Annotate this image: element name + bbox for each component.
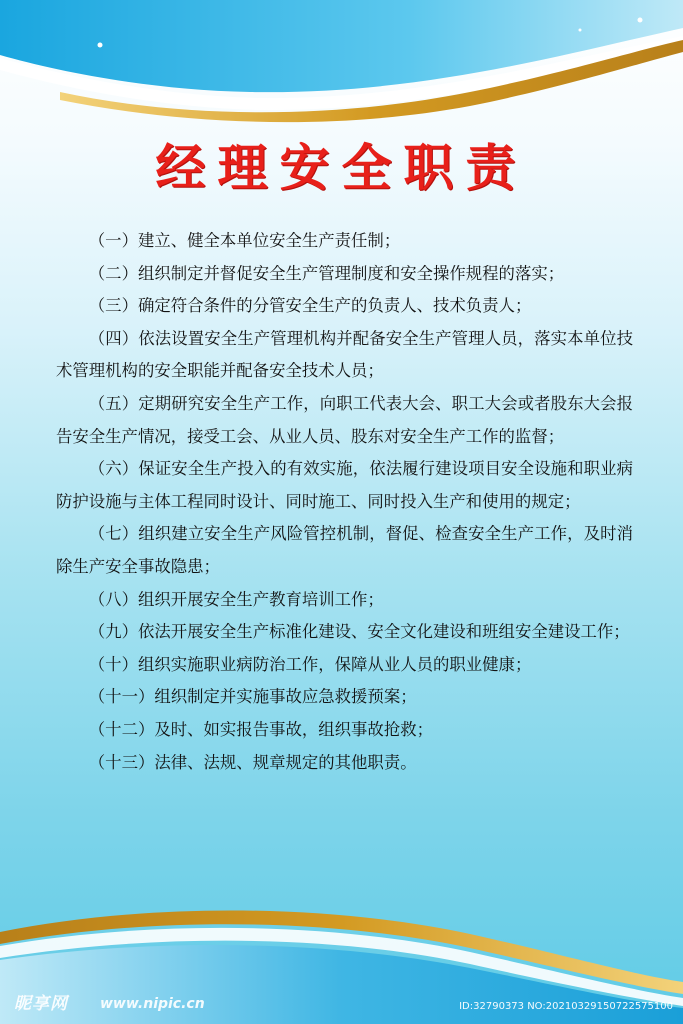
duty-item-9: （九）依法开展安全生产标准化建设、安全文化建设和班组安全建设工作；: [88, 622, 630, 642]
page-title: 经理安全职责: [155, 139, 528, 197]
duty-item-7: （七）组织建立安全生产风险管控机制，督促、检查安全生产工作，及时消除生产安全事故隐患；: [56, 524, 633, 576]
duty-item-12: （十二）及时、如实报告事故，组织事故抢救；: [88, 719, 433, 739]
duty-item-6: （六）保证安全生产投入的有效实施，依法履行建设项目安全设施和职业病防护设施与主体工程同时设计、同时施工、同时投入生产和使用的规定；: [56, 459, 633, 511]
duty-item-2: （二）组织制定并督促安全生产管理制度和安全操作规程的落实；: [88, 263, 565, 283]
watermark-id: ID:32790373 NO:20210329150722575100: [459, 1001, 673, 1012]
duty-list: [56, 225, 633, 779]
watermark-logo: 昵享网: [14, 994, 68, 1014]
duty-item-10: （十）组织实施职业病防治工作，保障从业人员的职业健康；: [88, 654, 532, 674]
duty-item-1: （一）建立、健全本单位安全生产责任制；: [88, 231, 401, 250]
watermark-url: www.nipic.cn: [100, 996, 205, 1012]
top-wave-decoration: [0, 0, 683, 140]
duty-item-13: （十三）法律、法规、规章规定的其他职责。: [88, 752, 417, 772]
duty-item-5: （五）定期研究安全生产工作，向职工代表大会、职工大会或者股东大会报告安全生产情况，接受工会、从业人员、股东对安全生产工作的监督；: [56, 393, 633, 446]
duty-item-4: （四）依法设置安全生产管理机构并配备安全生产管理人员，落实本单位技术管理机构的安全职能并配备安全技术人员；: [56, 328, 633, 381]
duty-item-8: （八）组织开展安全生产教育培训工作；: [88, 589, 384, 609]
duty-item-11: （十一）组织制定并实施事故应急救援预案；: [88, 687, 417, 707]
duty-item-3: （三）确定符合条件的分管安全生产的负责人、技术负责人；: [88, 296, 532, 316]
